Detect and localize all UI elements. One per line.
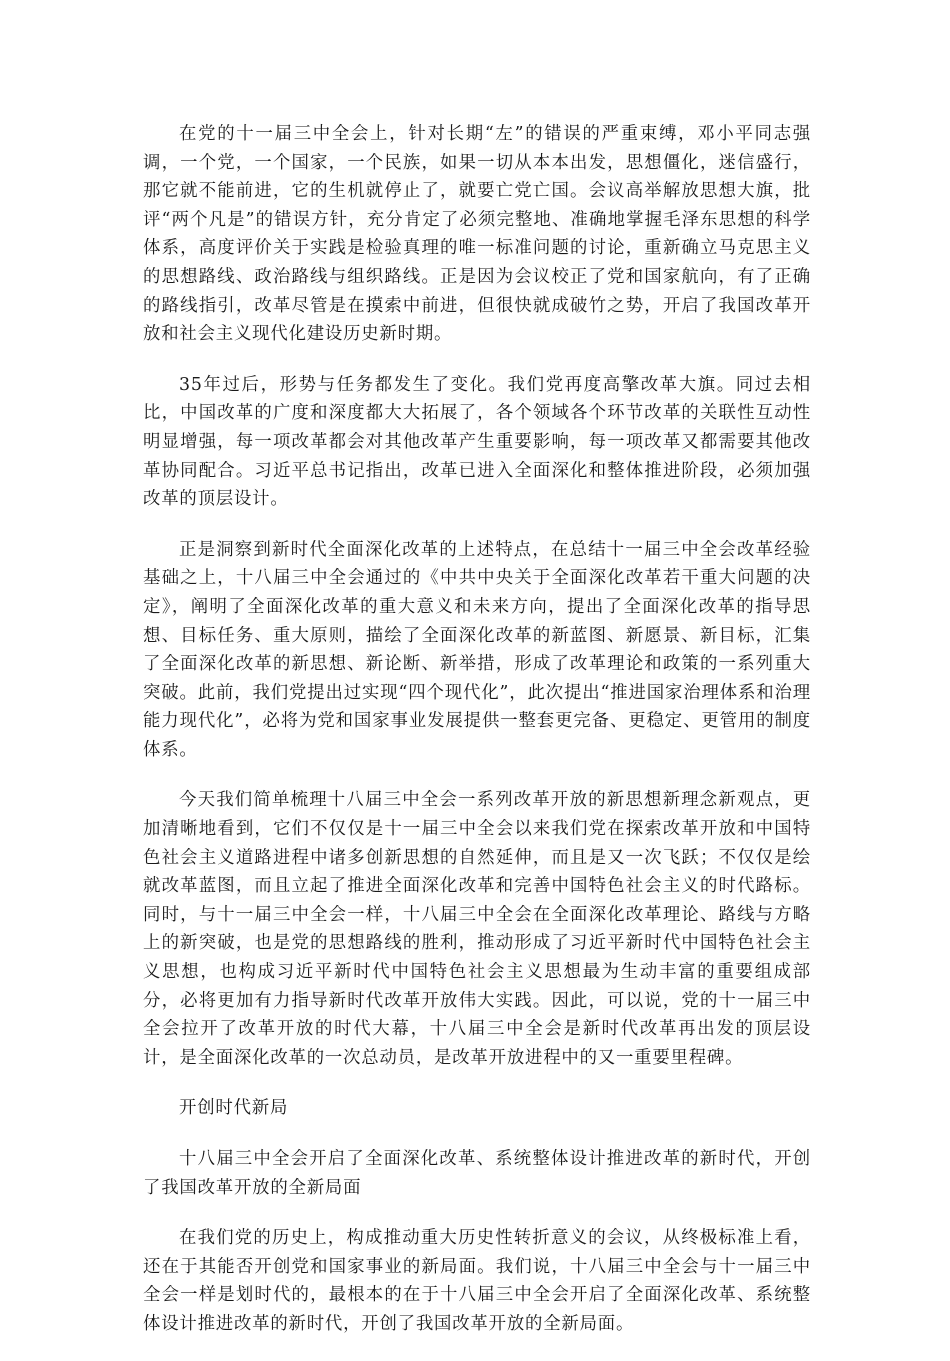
section-subheading: 十八届三中全会开启了全面深化改革、系统整体设计推进改革的新时代，开创了我国改革开放的全新局面 — [143, 1149, 811, 1198]
paragraph-historic-turning-point: 在我们党的历史上，构成推动重大历史性转折意义的会议，从终极标准上看，还在于其能否开创党和国家事业的新局面。我们说，十八届三中全会与十一届三中全会一样是划时代的，最根本的在于十八届三中全会开启了全面深化改革、系统整体设计推进改革的新时代，开创了我国改革开放的全新局面。 — [143, 1228, 811, 1334]
paragraph-review-new-ideas: 今天我们简单梳理十八届三中全会一系列改革开放的新思想新理念新观点，更加清晰地看到，它们不仅仅是十一届三中全会以来我们党在探索改革开放和中国特色社会主义道路进程中诸多创新思想的自然延伸，而且是又一次飞跃；不仅仅是绘就改革蓝图，而且立起了推进全面深化改革和完善中国特色社会主义的时代路标。同时，与十一届三中全会一样，十八届三中全会在全面深化改革理论、路线与方略上的新突破，也是党的思想路线的胜利，推动形成了习近平新时代中国特色社会主义思想，也构成习近平新时代中国特色社会主义思想最为生动丰富的重要组成部分，必将更加有力指导新时代改革开放伟大实践。因此，可以说，党的十一届三中全会拉开了改革开放的时代大幕，十八届三中全会是新时代改革再出发的顶层设计，是全面深化改革的一次总动员，是改革开放进程中的又一重要里程碑。 — [143, 790, 811, 1068]
paragraph-third-plenum-11th: 在党的十一届三中全会上，针对长期“左”的错误的严重束缚，邓小平同志强调，一个党，一个国家，一个民族，如果一切从本本出发，思想僵化，迷信盛行，那它就不能前进，它的生机就停止了，就要亡党亡国。会议高举解放思想大旗，批评“两个凡是”的错误方针，充分肯定了必须完整地、准确地掌握毛泽东思想的科学体系，高度评价关于实践是检验真理的唯一标准问题的讨论，重新确立马克思主义的思想路线、政治路线与组织路线。正是因为会议校正了党和国家航向，有了正确的路线指引，改革尽管是在摸索中前进，但很快就成破竹之势，开启了我国改革开放和社会主义现代化建设历史新时期。 — [143, 124, 811, 345]
paragraph-new-era-reform: 正是洞察到新时代全面深化改革的上述特点，在总结十一届三中全会改革经验基础之上，十八届三中全会通过的《中共中央关于全面深化改革若干重大问题的决定》，阐明了全面深化改革的重大意义和未来方向，提出了全面深化改革的指导思想、目标任务、重大原则，描绘了全面深化改革的新蓝图、新愿景、新目标，汇集了全面深化改革的新思想、新论断、新举措，形成了改革理论和政策的一系列重大突破。此前，我们党提出过实现“四个现代化”，此次提出“推进国家治理体系和治理能力现代化”，必将为党和国家事业发展提供一整套更完备、更稳定、更管用的制度体系。 — [143, 539, 811, 760]
document-body — [143, 120, 811, 1361]
section-heading: 开创时代新局 — [179, 1098, 289, 1119]
paragraph-35-years-later: 35年过后，形势与任务都发生了变化。我们党再度高擎改革大旗。同过去相比，中国改革的广度和深度都大大拓展了，各个领域各个环节改革的关联性互动性明显增强，每一项改革都会对其他改革产生重要影响，每一项改革又都需要其他改革协同配合。习近平总书记指出，改革已进入全面深化和整体推进阶段，必须加强改革的顶层设计。 — [143, 374, 811, 510]
